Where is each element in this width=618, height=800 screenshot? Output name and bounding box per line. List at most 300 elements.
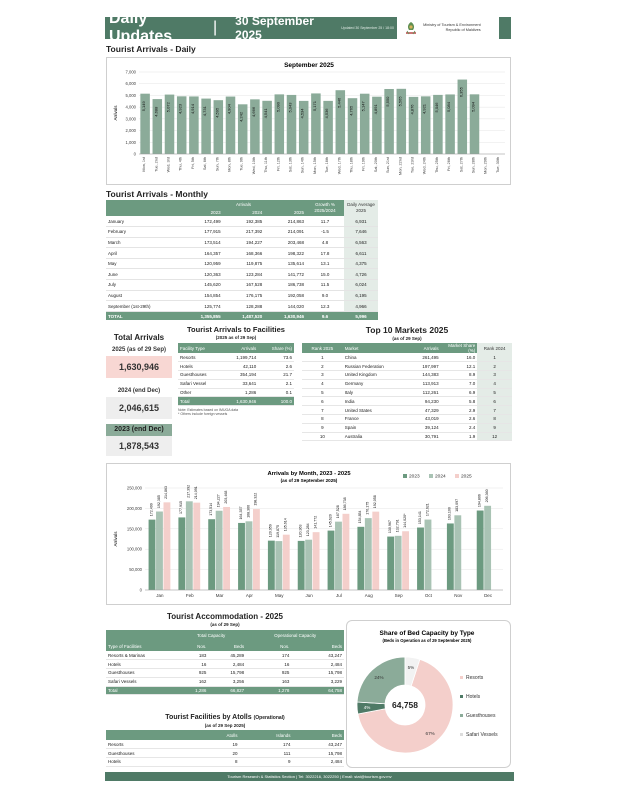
value-2023: 145,620 [181, 280, 223, 291]
x-tick-label: Tue, 2nd [154, 157, 159, 172]
data-label: 192,058 [373, 495, 378, 509]
data-label: 141,772 [313, 515, 318, 529]
data-label: 4,923 [177, 103, 183, 114]
rank2024-cell: 12 [477, 432, 512, 441]
legend-swatch [460, 733, 463, 736]
data-label: 192,385 [156, 495, 161, 509]
x-tick-label: Fri, 12th [276, 157, 281, 171]
value-2024: 217,392 [223, 227, 265, 238]
rank2024-cell: 1 [477, 353, 512, 362]
table-row [106, 216, 378, 227]
y-tick-label: 200,000 [126, 505, 142, 511]
y-axis-label: Arrivals [113, 105, 118, 121]
x-tick-label: Feb [185, 593, 194, 598]
data-label: 203,468 [223, 490, 228, 504]
rank-cell: 2 [302, 362, 343, 371]
table-row [302, 371, 512, 380]
table-row [106, 227, 378, 238]
table-row [302, 423, 512, 432]
bar [298, 541, 305, 590]
accommodation-title: Tourist Accommodation - 2025 [166, 612, 284, 621]
slice-label: 5% [407, 664, 415, 670]
total-2025-label: 2025 (as of 29 Sep) [111, 347, 167, 353]
value-2023: 125,774 [181, 301, 223, 312]
data-label: 214,863 [164, 485, 169, 499]
x-tick-label: Mon, 22nd [398, 157, 403, 175]
x-tick-label: Wed, 24th [422, 157, 427, 175]
total-arrivals-heading: Total Arrivals [113, 333, 165, 342]
y-tick-label: 0 [133, 151, 136, 157]
facility-type-cell: Other [178, 388, 223, 397]
total-2024-value: 2,046,615 [106, 397, 172, 419]
market-cell: United Kingdom [343, 371, 400, 380]
data-label: 5,550 [385, 96, 391, 107]
legend-label: 2023 [409, 474, 420, 480]
monthly-arrivals-table [106, 200, 378, 320]
total-growth: 9.6 [306, 311, 344, 320]
data-label: 5,090 [275, 101, 281, 112]
value-2024: 176,175 [223, 290, 265, 301]
title-separator: | [213, 19, 218, 36]
atolls-subtitle: (as of 29 Sep 2025) [204, 723, 246, 728]
center-total: 64,758 [392, 700, 418, 710]
atoll-beds-cell: 43,247 [292, 740, 344, 749]
table-row [302, 379, 512, 388]
table-row [106, 290, 378, 301]
facility-share-cell: 2.6 [258, 362, 294, 371]
growth-cell: 11.5 [306, 280, 344, 291]
x-tick-label: Thu, 4th [178, 157, 183, 171]
table-row [178, 388, 294, 397]
ministry-logo-block [397, 17, 499, 39]
x-tick-label: Sat, 20th [373, 157, 378, 173]
oper-nos-cell: 174 [246, 651, 291, 660]
data-label: 183,097 [455, 498, 460, 512]
bar [417, 528, 424, 590]
value-2023: 154,854 [181, 290, 223, 301]
value-2025: 135,614 [264, 258, 306, 269]
oper-beds-cell: 15,798 [291, 669, 344, 678]
oper-nos-cell: 16 [246, 660, 291, 669]
value-2024: 167,528 [223, 280, 265, 291]
market-arrivals-cell: 112,261 [400, 388, 441, 397]
data-label: 4,541 [263, 108, 269, 119]
total-2024: 1,487,520 [223, 311, 265, 320]
x-tick-label: Jan [156, 593, 164, 598]
bar [372, 512, 379, 590]
growth-cell: 9.0 [306, 290, 344, 301]
value-2025: 214,091 [264, 227, 306, 238]
facility-type-cell: Hotels [178, 362, 223, 371]
rank-cell: 4 [302, 379, 343, 388]
total-beds-cell: 15,798 [208, 669, 246, 678]
growth-cell: 17.8 [306, 248, 344, 259]
islands-col: Islands [240, 730, 293, 740]
bar [216, 511, 223, 590]
y-tick-label: 150,000 [126, 526, 142, 532]
data-label: 206,360 [484, 489, 489, 503]
x-tick-label: Sep [394, 593, 403, 598]
oper-beds-cell: 3,229 [291, 677, 344, 686]
data-label: 5,043 [287, 102, 293, 113]
data-label: 176,175 [365, 501, 370, 515]
data-label: 135,614 [283, 518, 288, 532]
data-label: 4,731 [202, 106, 208, 117]
value-2025: 198,322 [264, 248, 306, 259]
market-cell: China [343, 353, 400, 362]
market-cell: Russian Federation [343, 362, 400, 371]
x-tick-label: Tue, 30th [495, 157, 500, 173]
value-2025: 141,772 [264, 269, 306, 280]
market-share-cell: 2.6 [441, 415, 478, 424]
bar [395, 536, 402, 590]
table-row [178, 362, 294, 371]
market-arrivals-cell: 30,791 [400, 432, 441, 441]
rank2024-cell: 4 [477, 379, 512, 388]
operational-capacity-header: Operational Capacity [246, 630, 344, 641]
table-row [106, 651, 344, 660]
bar [335, 522, 342, 590]
table-row [178, 371, 294, 380]
market-arrivals-cell: 261,495 [400, 353, 441, 362]
data-label: 5,084 [446, 102, 452, 113]
y-tick-label: 6,000 [125, 81, 136, 87]
market-arrivals-header: Arrivals [400, 343, 441, 353]
table-row [106, 758, 344, 767]
data-label: 163,100 [447, 507, 452, 521]
data-label: 186,738 [343, 497, 348, 511]
bed-capacity-pie-chart [347, 621, 512, 769]
market-cell: Spain [343, 423, 400, 432]
top10-markets-table [302, 343, 512, 441]
bar [425, 520, 432, 590]
data-label: 173,514 [208, 502, 213, 516]
facility-type-header: Facility Type [178, 343, 223, 353]
facility-type-cell: Hotels [106, 660, 176, 669]
col-2024: 2024 [223, 208, 265, 216]
atoll-beds-cell: 2,484 [292, 758, 344, 767]
y-tick-label: 0 [139, 587, 142, 593]
atolls-col: Atolls [196, 730, 240, 740]
slice-label: 4% [363, 704, 371, 710]
x-tick-label: Sun, 21st [386, 157, 391, 174]
facility-type-cell: Safari Vessels [106, 677, 176, 686]
slice-label: 67% [425, 731, 435, 737]
col-2023: 2023 [181, 208, 223, 216]
atoll-beds-col: Beds [292, 730, 344, 740]
market-cell: India [343, 397, 400, 406]
rank-cell: 1 [302, 353, 343, 362]
table-row [302, 415, 512, 424]
bar [305, 540, 312, 590]
market-cell: Australia [343, 432, 400, 441]
total-2024-label: 2024 (end Dec) [117, 388, 161, 394]
data-label: 198,322 [253, 492, 258, 506]
chart-subtitle: (as of 29 September 2025) [280, 478, 338, 483]
x-tick-label: Fri, 26th [447, 157, 452, 171]
data-label: 4,536 [324, 108, 330, 119]
table-row [302, 397, 512, 406]
data-label: 5,046 [433, 102, 439, 113]
bar [163, 502, 170, 590]
x-tick-label: Thu, 11th [264, 157, 269, 173]
y-tick-label: 4,000 [125, 104, 136, 110]
table-row [302, 388, 512, 397]
data-label: 177,915 [179, 501, 184, 515]
header-bar [105, 10, 511, 45]
total-nos-col: Nos. [176, 641, 208, 651]
rank2024-cell: 3 [477, 371, 512, 380]
total-2023: 1,355,855 [181, 311, 223, 320]
bar [313, 532, 320, 590]
arrivals-by-month-chart [107, 464, 512, 606]
data-label: 214,091 [194, 486, 199, 500]
islands-cell: 9 [240, 758, 293, 767]
bar [447, 523, 454, 590]
market-share-cell: 6.9 [441, 388, 478, 397]
y-tick-label: 5,000 [125, 92, 136, 98]
oper-nos-cell: 163 [246, 677, 291, 686]
y-tick-label: 3,000 [125, 116, 136, 122]
facilities-arrivals-title: Tourist Arrivals to Facilities [187, 325, 285, 334]
legend-swatch [455, 474, 459, 478]
value-2023: 177,915 [181, 227, 223, 238]
x-tick-label: Oct [424, 593, 432, 598]
value-2023: 172,499 [181, 216, 223, 227]
data-label: 4,876 [409, 104, 415, 115]
market-cell: France [343, 415, 400, 424]
rank-cell: 7 [302, 406, 343, 415]
bar [238, 523, 245, 590]
x-tick-label: Nov [454, 593, 463, 598]
islands-cell: 111 [240, 749, 293, 758]
atolls-cell: 19 [196, 740, 240, 749]
total-beds-cell: 2,484 [208, 660, 246, 669]
facility-type-cell: Guesthouses [106, 669, 176, 678]
x-tick-label: Thu, 25th [434, 157, 439, 174]
growth-cell: 12.3 [306, 301, 344, 312]
bar [268, 541, 275, 590]
table-row [106, 248, 378, 259]
data-label: 145,620 [328, 514, 333, 528]
atoll-beds-cell: 15,798 [292, 749, 344, 758]
growth-cell: 4.8 [306, 237, 344, 248]
accommodation-table [106, 630, 344, 695]
total-beds-cell: 45,289 [208, 651, 246, 660]
maldives-emblem-icon [403, 20, 419, 36]
data-label: 5,094 [470, 101, 476, 112]
data-label: 167,528 [335, 505, 340, 519]
x-tick-label: Apr [245, 593, 253, 598]
market-share-cell: 2.4 [441, 423, 478, 432]
monthly-section-title: Tourist Arrivals - Monthly [106, 189, 209, 199]
y-tick-label: 50,000 [129, 567, 142, 573]
daily-average-cell: 6,195 [344, 290, 378, 301]
x-tick-label: Dec [484, 593, 493, 598]
table-row [106, 301, 378, 312]
facilities-note: Note: Estimates based on IMUGA data [178, 408, 239, 413]
data-label: 119,875 [276, 524, 281, 538]
daily-average-cell: 4,966 [344, 301, 378, 312]
bar [365, 518, 372, 590]
x-tick-label: Fri, 5th [190, 157, 195, 169]
x-tick-label: Wed, 17th [337, 157, 342, 175]
data-label: 4,921 [421, 103, 427, 114]
data-label: 153,141 [417, 511, 422, 525]
rank-cell: 9 [302, 423, 343, 432]
x-tick-label: Jul [336, 593, 342, 598]
table-row [106, 237, 378, 248]
x-tick-label: Tue, 9th [239, 157, 244, 171]
data-label: 5,171 [311, 101, 317, 112]
col-2025: 2025 [264, 208, 306, 216]
data-label: 194,806 [477, 494, 482, 508]
daily-chart-box [106, 57, 511, 185]
total-2025: 1,630,946 [264, 311, 306, 320]
y-axis-label: Arrivals [113, 531, 118, 547]
facility-share-cell: 2.1 [258, 379, 294, 388]
acc-total-label: Total [106, 686, 176, 695]
data-label: 120,959 [268, 524, 273, 538]
rank-cell: 10 [302, 432, 343, 441]
y-tick-label: 2,000 [125, 128, 136, 134]
x-tick-label: Mon, 29th [483, 157, 488, 174]
growth-cell: 13.1 [306, 258, 344, 269]
market-share-cell: 12.1 [441, 362, 478, 371]
acc-total-tnos: 1,286 [176, 686, 208, 695]
footer-bar: Tourism Research & Statistics Section | Tel: 3022216, 3022250 | Email: stat@tourism.gov.mv [105, 772, 514, 781]
month-cell: August [106, 290, 181, 301]
x-tick-label: Sun, 7th [215, 157, 220, 172]
bar [328, 531, 335, 590]
data-label: 130,967 [387, 520, 392, 534]
market-arrivals-cell: 43,019 [400, 415, 441, 424]
oper-beds-cell: 2,484 [291, 660, 344, 669]
growth-cell: -1.5 [306, 227, 344, 238]
x-tick-label: Sun, 28th [471, 157, 476, 174]
facility-arrivals-cell: 42,110 [223, 362, 258, 371]
oper-beds-cell: 43,247 [291, 651, 344, 660]
market-cell: Germany [343, 379, 400, 388]
oper-nos-cell: 925 [246, 669, 291, 678]
market-arrivals-cell: 39,124 [400, 423, 441, 432]
x-tick-label: Thu, 18th [349, 157, 354, 174]
total-nos-cell: 183 [176, 651, 208, 660]
atoll-type-cell: Hotels [106, 758, 196, 767]
data-label: 5,072 [165, 102, 171, 113]
bar [186, 501, 193, 590]
y-tick-label: 1,000 [125, 139, 136, 145]
table-row [302, 432, 512, 441]
daily-arrivals-chart [107, 58, 512, 186]
daily-average-cell: 6,024 [344, 280, 378, 291]
market-arrivals-cell: 94,230 [400, 397, 441, 406]
data-label: 172,621 [425, 503, 430, 517]
table-row [178, 379, 294, 388]
total-2025-value: 1,630,946 [106, 356, 172, 378]
data-label: 132,791 [395, 519, 400, 533]
ministry-name: Ministry of Tourism & Environment Republic of Maldives [423, 23, 481, 32]
total-2023-label: 2023 (end Dec) [106, 424, 172, 436]
acc-total-obeds: 64,758 [291, 686, 344, 695]
acc-total-tbeds: 66,827 [208, 686, 246, 695]
facility-arrivals-cell: 33,641 [223, 379, 258, 388]
value-2024: 123,284 [223, 269, 265, 280]
x-tick-label: Sat, 13th [288, 157, 293, 173]
x-tick-label: Sat, 27th [459, 157, 464, 173]
value-2025: 144,020 [264, 301, 306, 312]
bar [253, 509, 260, 590]
month-cell: September (1st-29th) [106, 301, 181, 312]
table-row [106, 660, 344, 669]
data-label: 4,904 [226, 104, 232, 115]
rank2025-header: Rank 2025 [302, 343, 343, 353]
market-share-cell: 1.9 [441, 432, 478, 441]
chart-title: Share of Bed Capacity by Type [379, 630, 475, 637]
data-label: 4,242 [238, 111, 244, 122]
month-cell: March [106, 237, 181, 248]
month-cell: January [106, 216, 181, 227]
facility-share-header: Share (%) [258, 343, 294, 353]
value-2024: 194,227 [223, 237, 265, 248]
facility-type-cell: Guesthouses [178, 371, 223, 380]
data-label: 4,534 [299, 108, 305, 119]
total-label: TOTAL [106, 311, 181, 320]
updated-note: Updated 30 September 25 / 18:00 [341, 26, 394, 30]
atolls-cell: 8 [196, 758, 240, 767]
growth-cell: 11.7 [306, 216, 344, 227]
accommodation-table-wrap [106, 630, 344, 695]
market-share-header: Market Share (%) [441, 343, 478, 353]
bar [149, 520, 156, 590]
facility-type-cell: Resorts [178, 353, 223, 362]
data-label: 5,565 [397, 96, 403, 107]
total-nos-cell: 925 [176, 669, 208, 678]
facility-arrivals-cell: 1,286 [223, 388, 258, 397]
data-label: 194,227 [216, 494, 221, 508]
bar [484, 506, 491, 590]
facility-share-cell: 0.1 [258, 388, 294, 397]
total-nos-cell: 16 [176, 660, 208, 669]
total-nos-cell: 162 [176, 677, 208, 686]
monthly-table-wrap [106, 200, 378, 320]
x-tick-label: Aug [364, 593, 373, 598]
x-tick-label: Sun, 14th [300, 157, 305, 174]
bar [283, 535, 290, 590]
total-row [106, 311, 378, 320]
x-tick-label: Fri, 19th [361, 157, 366, 171]
rank2024-cell: 2 [477, 362, 512, 371]
facilities-arrivals-subtitle: (2025 as of 29 Sep) [215, 335, 257, 340]
facility-total-share: 100.0 [258, 397, 294, 406]
atolls-title: Tourist Facilities by Atolls (Operational) [165, 714, 285, 721]
x-tick-label: Mon, 1st [142, 157, 147, 172]
data-label: 4,765 [348, 105, 354, 116]
x-tick-label: Tue, 16th [325, 157, 330, 173]
market-arrivals-cell: 47,329 [400, 406, 441, 415]
value-2024: 192,385 [223, 216, 265, 227]
daily-average-cell: 6,563 [344, 237, 378, 248]
chart-title: September 2025 [284, 62, 334, 69]
market-share-cell: 7.0 [441, 379, 478, 388]
value-2023: 164,357 [181, 248, 223, 259]
table-row [106, 280, 378, 291]
month-cell: April [106, 248, 181, 259]
data-label: 4,595 [214, 107, 220, 118]
month-cell: May [106, 258, 181, 269]
x-tick-label: Wed, 10th [251, 157, 256, 175]
bar [357, 527, 364, 590]
